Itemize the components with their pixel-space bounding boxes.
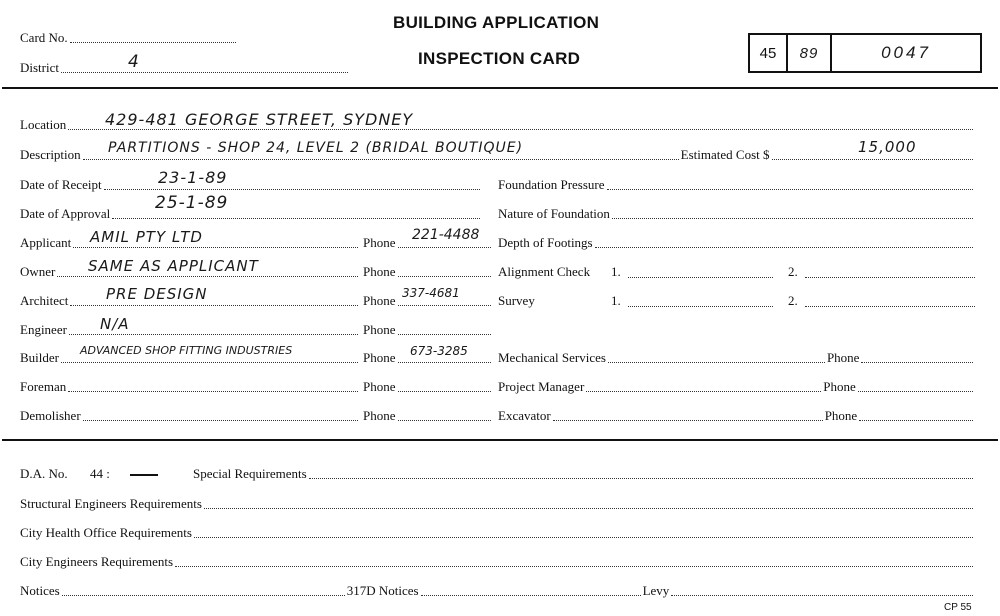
demolisher-phone-row xyxy=(363,408,493,424)
da-dash xyxy=(130,474,158,476)
structural-field[interactable] xyxy=(204,507,973,509)
owner-phone-field[interactable] xyxy=(398,275,492,277)
date-approval-field[interactable] xyxy=(112,217,480,219)
location-label: Location xyxy=(20,117,67,132)
foundation-pressure-label: Foundation Pressure xyxy=(498,177,605,192)
builder-label: Builder xyxy=(20,350,59,365)
location-value: 429-481 GEORGE STREET, SYDNEY xyxy=(105,110,414,129)
survey-1-field[interactable] xyxy=(628,305,773,307)
engineer-phone-label: Phone xyxy=(363,322,396,337)
alignment-1-field[interactable] xyxy=(628,276,773,278)
owner-label: Owner xyxy=(20,264,56,279)
estimated-cost-field[interactable] xyxy=(772,158,974,160)
mechanical-label: Mechanical Services xyxy=(498,350,606,365)
survey-label: Survey xyxy=(498,293,535,308)
description-value: PARTITIONS - SHOP 24, LEVEL 2 (BRIDAL BOUTIQUE) xyxy=(108,140,524,156)
foreman-row xyxy=(20,379,360,395)
engineer-phone-field[interactable] xyxy=(398,333,492,335)
page-title: BUILDING APPLICATION xyxy=(393,13,600,32)
applicant-phone-label: Phone xyxy=(363,235,396,250)
special-requirements-field[interactable] xyxy=(309,477,973,479)
estimated-cost-value: 15,000 xyxy=(858,138,917,156)
project-manager-row xyxy=(498,379,975,395)
excavator-label: Excavator xyxy=(498,408,551,423)
description-label: Description xyxy=(20,147,81,162)
form-code: CP 55 xyxy=(944,602,972,613)
depth-footings-field[interactable] xyxy=(595,246,973,248)
builder-phone-label: Phone xyxy=(363,350,396,365)
health-label: City Health Office Requirements xyxy=(20,525,192,540)
date-receipt-label: Date of Receipt xyxy=(20,177,102,192)
notices-317d-field[interactable] xyxy=(421,594,641,596)
mechanical-phone-field[interactable] xyxy=(861,361,973,363)
architect-value: PRE DESIGN xyxy=(106,285,208,303)
survey-1-label: 1. xyxy=(611,293,621,308)
city-engineers-label: City Engineers Requirements xyxy=(20,554,174,569)
demolisher-phone-field[interactable] xyxy=(398,419,492,421)
mechanical-phone-label: Phone xyxy=(826,350,860,365)
reference-number-box xyxy=(748,33,982,73)
excavator-phone-field[interactable] xyxy=(859,419,973,421)
date-approval-row xyxy=(20,206,482,222)
mechanical-row xyxy=(498,350,975,366)
demolisher-field[interactable] xyxy=(83,419,358,421)
demolisher-row xyxy=(20,408,360,424)
page-subtitle: INSPECTION CARD xyxy=(418,49,581,68)
nature-foundation-field[interactable] xyxy=(612,217,973,219)
foundation-pressure-field[interactable] xyxy=(607,188,973,190)
estimated-cost-label: Estimated Cost $ xyxy=(680,147,770,162)
alignment-2-field[interactable] xyxy=(805,276,975,278)
divider-top xyxy=(2,87,998,89)
structural-label: Structural Engineers Requirements xyxy=(20,496,202,511)
divider-bottom xyxy=(2,439,998,441)
depth-footings-label: Depth of Footings xyxy=(498,235,593,250)
district-label: District xyxy=(20,60,59,75)
notices-label: Notices xyxy=(20,583,60,598)
date-approval-value: 25-1-89 xyxy=(155,193,229,213)
foundation-pressure-row xyxy=(498,177,975,193)
applicant-value: AMIL PTY LTD xyxy=(90,228,203,246)
architect-label: Architect xyxy=(20,293,69,308)
health-row xyxy=(20,525,975,541)
builder-field[interactable] xyxy=(61,361,358,363)
description-field[interactable] xyxy=(83,158,679,160)
alignment-1-label: 1. xyxy=(611,264,621,279)
architect-phone-field[interactable] xyxy=(398,304,492,306)
district-value: 4 xyxy=(128,52,140,72)
foreman-label: Foreman xyxy=(20,379,67,394)
foreman-phone-field[interactable] xyxy=(398,390,492,392)
engineer-phone-row xyxy=(363,322,493,338)
engineer-label: Engineer xyxy=(20,322,67,337)
nature-foundation-row xyxy=(498,206,975,222)
project-manager-phone-label: Phone xyxy=(823,379,856,394)
builder-phone-value: 673-3285 xyxy=(410,344,468,358)
engineer-value: N/A xyxy=(100,315,130,333)
structural-row xyxy=(20,496,975,512)
ref-year: 89 xyxy=(788,35,832,71)
architect-phone-value: 337-4681 xyxy=(402,286,460,300)
levy-label: Levy xyxy=(642,583,670,598)
district-field[interactable] xyxy=(61,71,348,73)
applicant-phone-field[interactable] xyxy=(398,246,492,248)
card-no-label: Card No. xyxy=(20,30,68,45)
special-requirements-row xyxy=(193,466,975,482)
district-row xyxy=(20,60,350,76)
project-manager-field[interactable] xyxy=(586,390,821,392)
foreman-phone-row xyxy=(363,379,493,395)
foreman-field[interactable] xyxy=(68,390,358,392)
foreman-phone-label: Phone xyxy=(363,379,396,394)
da-value: 44 : xyxy=(90,466,110,481)
date-approval-label: Date of Approval xyxy=(20,206,111,221)
depth-footings-row xyxy=(498,235,975,251)
alignment-2-label: 2. xyxy=(788,264,798,279)
survey-2-label: 2. xyxy=(788,293,798,308)
applicant-field[interactable] xyxy=(73,246,358,248)
special-requirements-label: Special Requirements xyxy=(193,466,307,481)
owner-phone-row xyxy=(363,264,493,280)
applicant-phone-value: 221-4488 xyxy=(412,227,480,243)
notices-field[interactable] xyxy=(62,594,345,596)
builder-phone-field[interactable] xyxy=(398,361,492,363)
architect-phone-label: Phone xyxy=(363,293,396,308)
notices-317d-label: 317D Notices xyxy=(346,583,419,598)
engineer-field[interactable] xyxy=(69,333,358,335)
demolisher-phone-label: Phone xyxy=(363,408,396,423)
notices-row xyxy=(20,583,975,599)
ref-prefix: 45 xyxy=(750,35,788,71)
city-engineers-field[interactable] xyxy=(175,565,973,567)
project-manager-label: Project Manager xyxy=(498,379,585,394)
da-label: D.A. No. xyxy=(20,466,68,481)
architect-field[interactable] xyxy=(70,304,358,306)
builder-value: ADVANCED SHOP FITTING INDUSTRIES xyxy=(80,344,293,357)
excavator-field[interactable] xyxy=(553,419,823,421)
card-no-row xyxy=(20,30,238,46)
levy-field[interactable] xyxy=(671,594,973,596)
alignment-check-label: Alignment Check xyxy=(498,264,591,279)
date-receipt-row xyxy=(20,177,482,193)
engineer-row xyxy=(20,322,360,338)
ref-number: 0047 xyxy=(881,43,931,62)
excavator-phone-label: Phone xyxy=(824,408,858,423)
project-manager-phone-field[interactable] xyxy=(858,390,973,392)
health-field[interactable] xyxy=(194,536,973,538)
survey-2-field[interactable] xyxy=(805,305,975,307)
mechanical-field[interactable] xyxy=(608,361,825,363)
owner-field[interactable] xyxy=(57,275,358,277)
applicant-label: Applicant xyxy=(20,235,72,250)
date-receipt-value: 23-1-89 xyxy=(158,168,228,187)
city-engineers-row xyxy=(20,554,975,570)
excavator-row xyxy=(498,408,975,424)
nature-foundation-label: Nature of Foundation xyxy=(498,206,610,221)
demolisher-label: Demolisher xyxy=(20,408,81,423)
card-no-field[interactable] xyxy=(70,41,236,43)
owner-phone-label: Phone xyxy=(363,264,396,279)
date-receipt-field[interactable] xyxy=(104,188,480,190)
owner-value: SAME AS APPLICANT xyxy=(88,257,259,275)
